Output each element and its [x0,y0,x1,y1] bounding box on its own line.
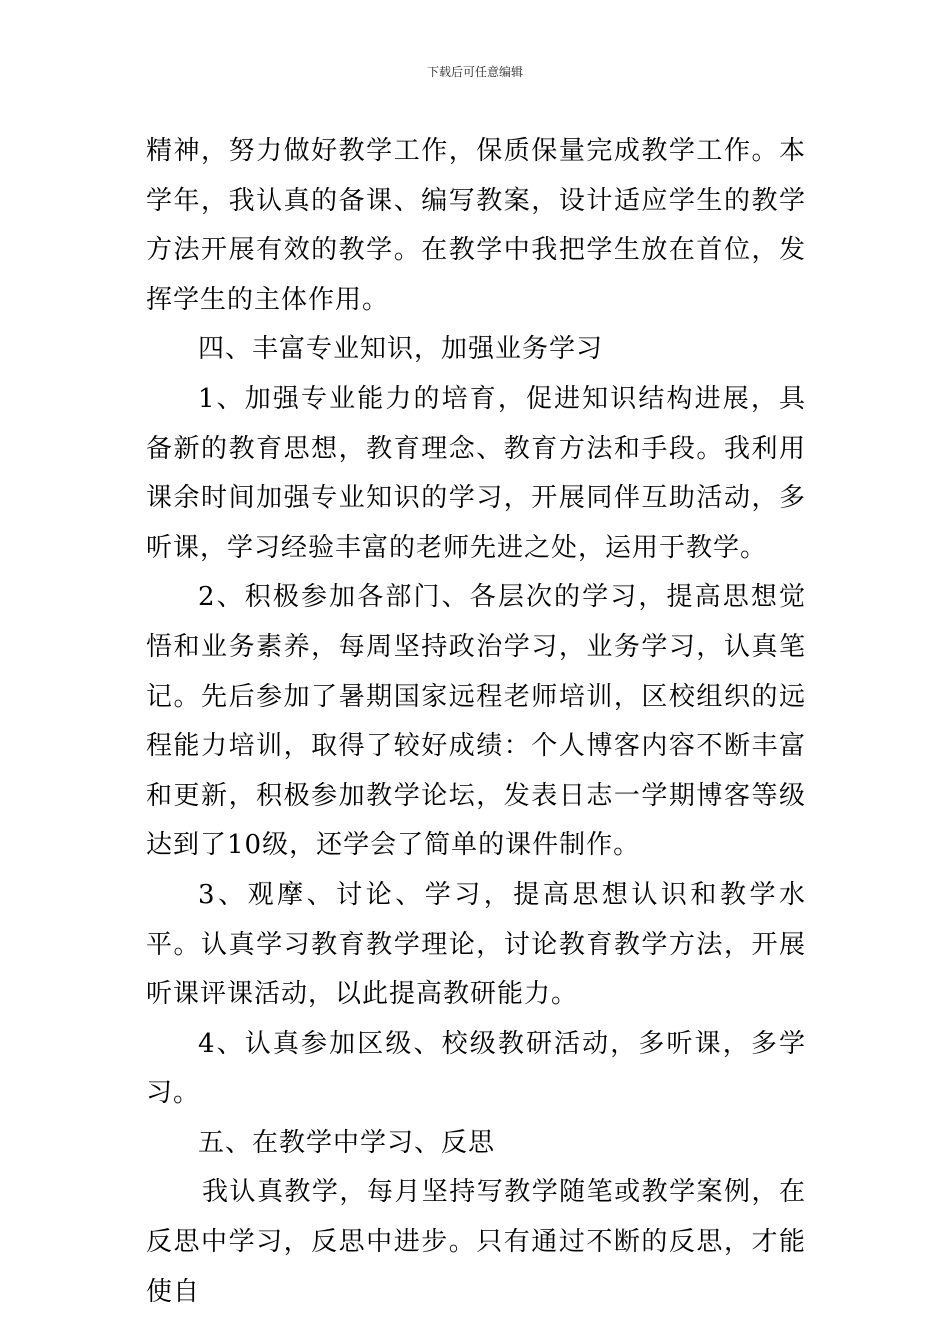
section-heading-five: 五、在教学中学习、反思 [198,1127,496,1158]
section-heading-four: 四、丰富专业知识，加强业务学习 [198,334,604,365]
paragraph-item-4: 4、认真参加区级、校级教研活动，多听课，多学习。 [146,1028,806,1109]
paragraph-item-3: 3、观摩、讨论、学习，提高思想认识和教学水平。认真学习教育教学理论，讨论教育教学方法，开展听课评课活动，以此提高教研能力。 [146,879,806,1010]
paragraph-reflection: 我认真教学，每月坚持写教学随笔或教学案例，在反思中学习，反思中进步。只有通过不断的反思，才能使自 [146,1177,806,1307]
document-body [146,127,806,1317]
paragraph-item-1: 1、加强专业能力的培育，促进知识结构进展，具备新的教育思想，教育理念、教育方法和手段。我利用课余时间加强专业知识的学习，开展同伴互助活动，多听课，学习经验丰富的老师先进之处，运用于教学。 [146,383,806,563]
page-header: 下载后可任意编辑 [426,65,523,79]
paragraph-item-2: 2、积极参加各部门、各层次的学习，提高思想觉悟和业务素养，每周坚持政治学习，业务学习，认真笔记。先后参加了暑期国家远程老师培训，区校组织的远程能力培训，取得了较好成绩：个人博客内容不断丰富和更新，积极参加教学论坛，发表日志一学期博客等级达到了10级，还学会了简单的课件制作。 [146,582,806,861]
paragraph-continuation: 精神，努力做好教学工作，保质保量完成教学工作。本学年，我认真的备课、编写教案，设计适应学生的教学方法开展有效的教学。在教学中我把学生放在首位，发挥学生的主体作用。 [146,136,806,315]
